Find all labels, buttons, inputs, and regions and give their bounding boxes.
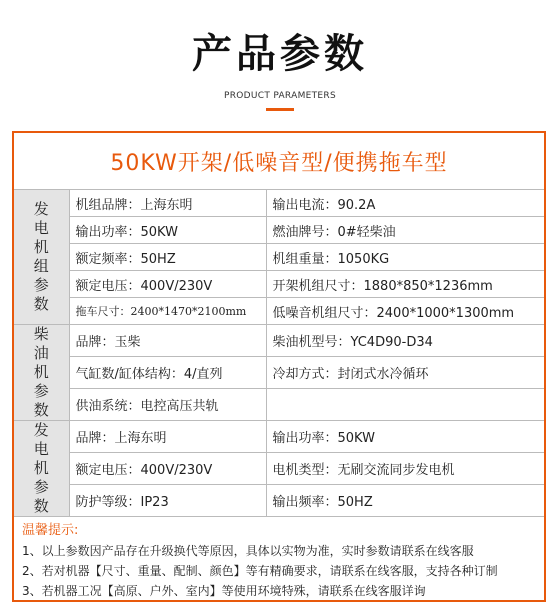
spec-cell: 供油系统：电控高压共轨 xyxy=(69,389,266,421)
table-row xyxy=(14,190,544,217)
spec-cell: 输出功率：50KW xyxy=(69,217,266,244)
spec-cell: 输出功率：50KW xyxy=(266,421,544,453)
spec-cell: 低噪音机组尺寸：2400*1000*1300mm xyxy=(266,298,544,325)
table-row xyxy=(14,325,544,357)
spec-cell xyxy=(266,389,544,421)
spec-cell: 开架机组尺寸：1880*850*1236mm xyxy=(266,271,544,298)
spec-cell: 拖车尺寸：2400*1470*2100mm xyxy=(69,298,266,325)
table-row xyxy=(14,453,544,485)
spec-cell: 柴油机型号：YC4D90-D34 xyxy=(266,325,544,357)
spec-cell: 品牌：玉柴 xyxy=(69,325,266,357)
title-accent-bar xyxy=(266,108,294,111)
tip-item: 2、若对机器【尺寸、重量、配制、颜色】等有精确要求，请联系在线客服，支持各种订制 xyxy=(22,564,498,578)
spec-sheet xyxy=(12,131,546,602)
table-row xyxy=(14,357,544,389)
spec-cell: 机组重量：1050KG xyxy=(266,244,544,271)
spec-cell: 防护等级：IP23 xyxy=(69,485,266,517)
spec-cell: 机组品牌：上海东明 xyxy=(69,190,266,217)
spec-cell: 冷却方式：封闭式水冷循环 xyxy=(266,357,544,389)
spec-cell: 额定频率：50HZ xyxy=(69,244,266,271)
table-row xyxy=(14,244,544,271)
table-row xyxy=(14,217,544,244)
page-subtitle: PRODUCT PARAMETERS xyxy=(224,91,336,101)
group-label-engine: 柴油机参数 xyxy=(14,325,69,421)
tips-title: 温馨提示: xyxy=(22,523,79,538)
spec-table xyxy=(14,190,544,517)
spec-cell: 额定电压：400V/230V xyxy=(69,453,266,485)
table-row xyxy=(14,421,544,453)
group-label-generator: 发电机组参数 xyxy=(14,190,69,325)
spec-cell: 输出频率：50HZ xyxy=(266,485,544,517)
tip-item: 1、以上参数因产品存在升级换代等原因，具体以实物为准，实时参数请联系在线客服 xyxy=(22,544,474,558)
spec-cell: 燃油牌号：0#轻柴油 xyxy=(266,217,544,244)
table-row xyxy=(14,298,544,325)
spec-cell: 电机类型：无刷交流同步发电机 xyxy=(266,453,544,485)
spec-cell: 气缸数/缸体结构：4/直列 xyxy=(69,357,266,389)
spec-cell: 额定电压：400V/230V xyxy=(69,271,266,298)
spec-cell: 品牌：上海东明 xyxy=(69,421,266,453)
table-row xyxy=(14,485,544,517)
table-row xyxy=(14,389,544,421)
page-title: 产品参数 xyxy=(192,31,368,77)
table-row xyxy=(14,271,544,298)
spec-cell: 输出电流：90.2A xyxy=(266,190,544,217)
group-label-alternator: 发电机参数 xyxy=(14,421,69,517)
tips-section xyxy=(14,517,544,605)
model-banner: 50KW开架/低噪音型/便携拖车型 xyxy=(14,133,544,190)
tip-item: 3、若机器工况【高原、户外、室内】等使用环境特殊，请联系在线客服详询 xyxy=(22,584,426,598)
